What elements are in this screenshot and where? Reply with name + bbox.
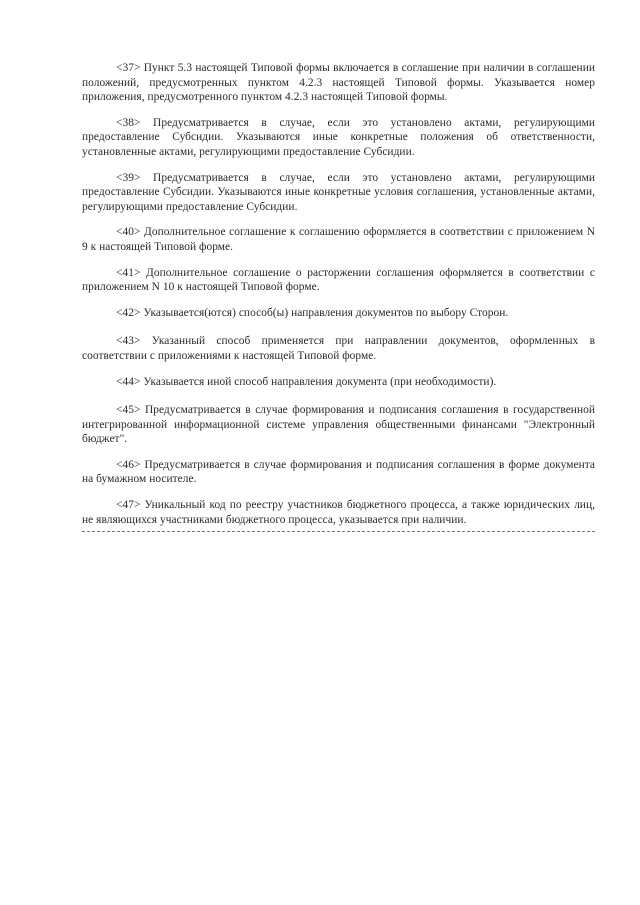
footnote-40: <40> Дополнительное соглашение к соглашению оформляется в соответствии с приложением N 9 к настоящей Типовой форме. bbox=[82, 226, 595, 253]
end-divider-line bbox=[82, 531, 595, 532]
footnote-43: <43> Указанный способ применяется при направлении документов, оформленных в соответствии с приложениями к настоящей Типовой форме. bbox=[82, 335, 595, 362]
footnote-44: <44> Указывается иной способ направления документа (при необходимости). bbox=[116, 375, 497, 388]
footnote-38: <38> Предусматривается в случае, если это установлено актами, регулирующими предоставление Субсидии. Указываются иные конкретные положения об ответственности, установленные актами, регулирующими предоставление Субсидии. bbox=[82, 116, 595, 158]
footnote-39: <39> Предусматривается в случае, если это установлено актами, регулирующими предоставление Субсидии. Указываются иные конкретные условия соглашения, установленные актами, регулирующими предоставление Субсидии. bbox=[82, 171, 595, 213]
footnote-37: <37> Пункт 5.3 настоящей Типовой формы включается в соглашение при наличии в соглашении положений, предусмотренных пунктом 4.2.3 настоящей Типовой формы. Указывается номер приложения, предусмотренного пунктом 4.2.3 настоящей Типовой формы. bbox=[82, 62, 595, 104]
footnote-46: <46> Предусматривается в случае формирования и подписания соглашения в форме документа на бумажном носителе. bbox=[82, 458, 595, 486]
footnote-41: <41> Дополнительное соглашение о расторжении соглашения оформляется в соответствии с приложением N 10 к настоящей Типовой форме. bbox=[82, 266, 595, 294]
footnote-45: <45> Предусматривается в случае формирования и подписания соглашения в государственной интегрированной информационной системе управления общественными финансами "Электронный бюджет". bbox=[82, 404, 595, 446]
footnote-47: <47> Уникальный код по реестру участников бюджетного процесса, а также юридических лиц, не являющихся участниками бюджетного процесса, указывается при наличии. bbox=[82, 499, 595, 526]
document-page bbox=[82, 61, 595, 532]
footnote-42: <42> Указывается(ются) способ(ы) направления документов по выбору Сторон. bbox=[116, 306, 509, 319]
